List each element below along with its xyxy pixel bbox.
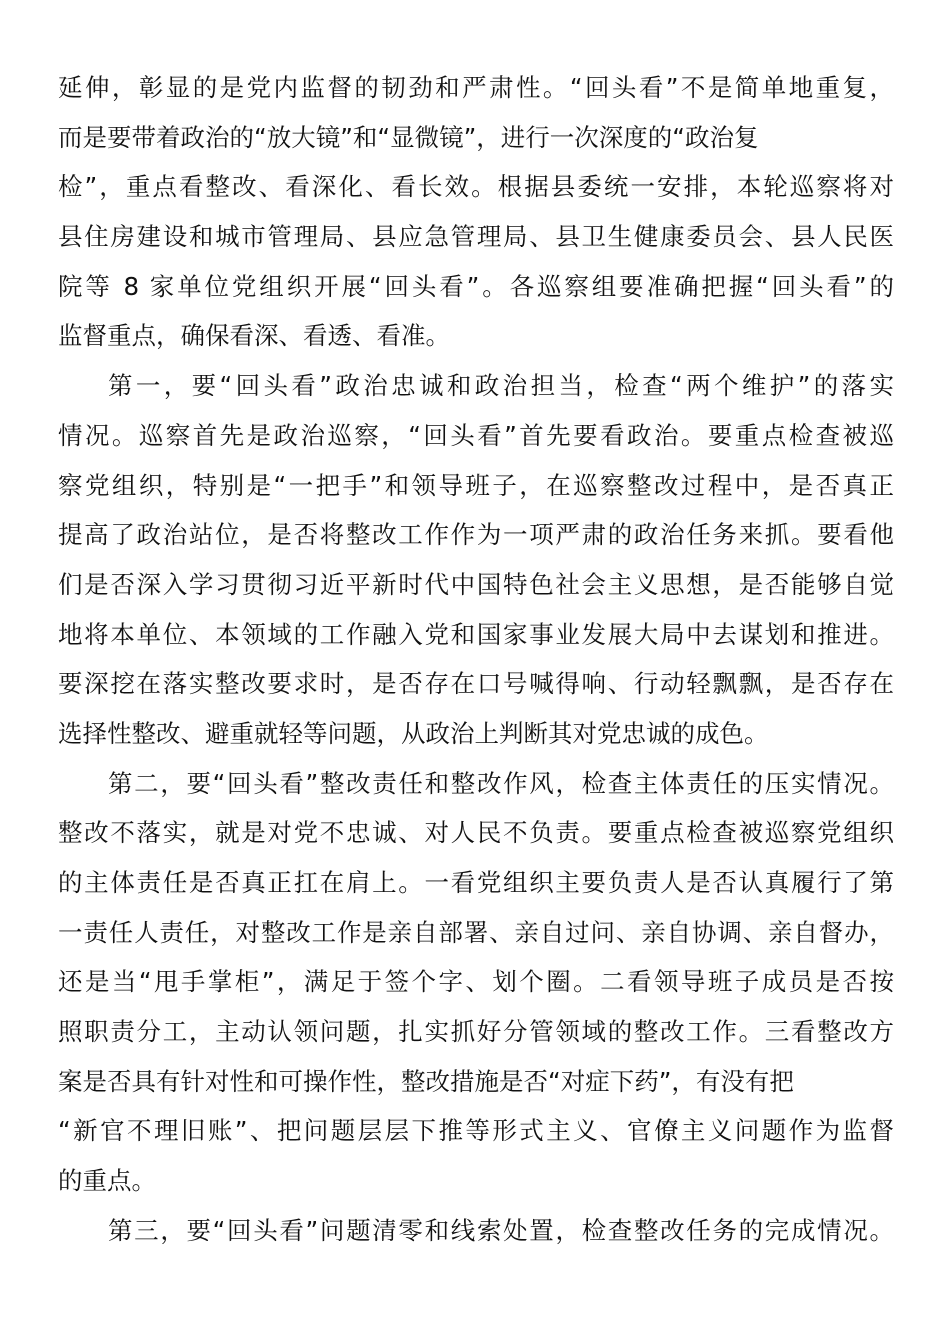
text-line: 照职责分工，主动认领问题，扎实抓好分管领域的整改工作。三看整改方 [58, 1017, 894, 1047]
text-line: 案是否具有针对性和可操作性，整改措施是否“对症下药”，有没有把 [58, 1066, 794, 1096]
paragraph-first-line: 第三，要“回头看”问题清零和线索处置，检查整改任务的完成情况。 [108, 1215, 894, 1245]
text-line: 提高了政治站位，是否将整改工作作为一项严肃的政治任务来抓。要看他 [58, 520, 894, 550]
text-line: 选择性整改、避重就轻等问题，从政治上判断其对党忠诚的成色。 [58, 718, 769, 748]
text-line: 县住房建设和城市管理局、县应急管理局、县卫生健康委员会、县人民医 [58, 222, 894, 252]
paragraph-first-line: 第二，要“回头看”整改责任和整改作风，检查主体责任的压实情况。 [108, 768, 894, 798]
text-line: 延伸，彰显的是党内监督的韧劲和严肃性。“回头看”不是简单地重复， [58, 73, 894, 102]
text-line: 的主体责任是否真正扛在肩上。一看党组织主要负责人是否认真履行了第 [58, 868, 894, 897]
text-line: 要深挖在落实整改要求时，是否存在口号喊得响、行动轻飘飘，是否存在 [58, 669, 894, 699]
text-line: 还是当“甩手掌柜”，满足于签个字、划个圈。二看领导班子成员是否按 [58, 967, 894, 997]
paragraph-first-line: 第一，要“回头看”政治忠诚和政治担当，检查“两个维护”的落实 [108, 371, 894, 401]
text-line: 检”，重点看整改、看深化、看长效。根据县委统一安排，本轮巡察将对 [58, 172, 894, 202]
document-page [58, 63, 894, 1256]
text-line: 们是否深入学习贯彻习近平新时代中国特色社会主义思想，是否能够自觉 [58, 569, 894, 599]
text-line: “新官不理旧账”、把问题层层下推等形式主义、官僚主义问题作为监督 [58, 1116, 894, 1146]
text-line: 察党组织，特别是“一把手”和领导班子，在巡察整改过程中，是否真正 [58, 470, 894, 500]
text-line: 情况。巡察首先是政治巡察，“回头看”首先要看政治。要重点检查被巡 [58, 420, 894, 450]
text-line: 一责任人责任，对整改工作是亲自部署、亲自过问、亲自协调、亲自督办， [58, 917, 894, 947]
text-line: 的重点。 [58, 1166, 156, 1196]
text-line: 监督重点，确保看深、看透、看准。 [58, 321, 450, 351]
text-line: 地将本单位、本领域的工作融入党和国家事业发展大局中去谋划和推进。 [58, 619, 894, 649]
text-line: 院等 8 家单位党组织开展“回头看”。各巡察组要准确把握“回头看”的 [58, 271, 894, 301]
text-line: 整改不落实，就是对党不忠诚、对人民不负责。要重点检查被巡察党组织 [58, 818, 894, 848]
text-line: 而是要带着政治的“放大镜”和“显微镜”，进行一次深度的“政治复 [58, 122, 759, 152]
